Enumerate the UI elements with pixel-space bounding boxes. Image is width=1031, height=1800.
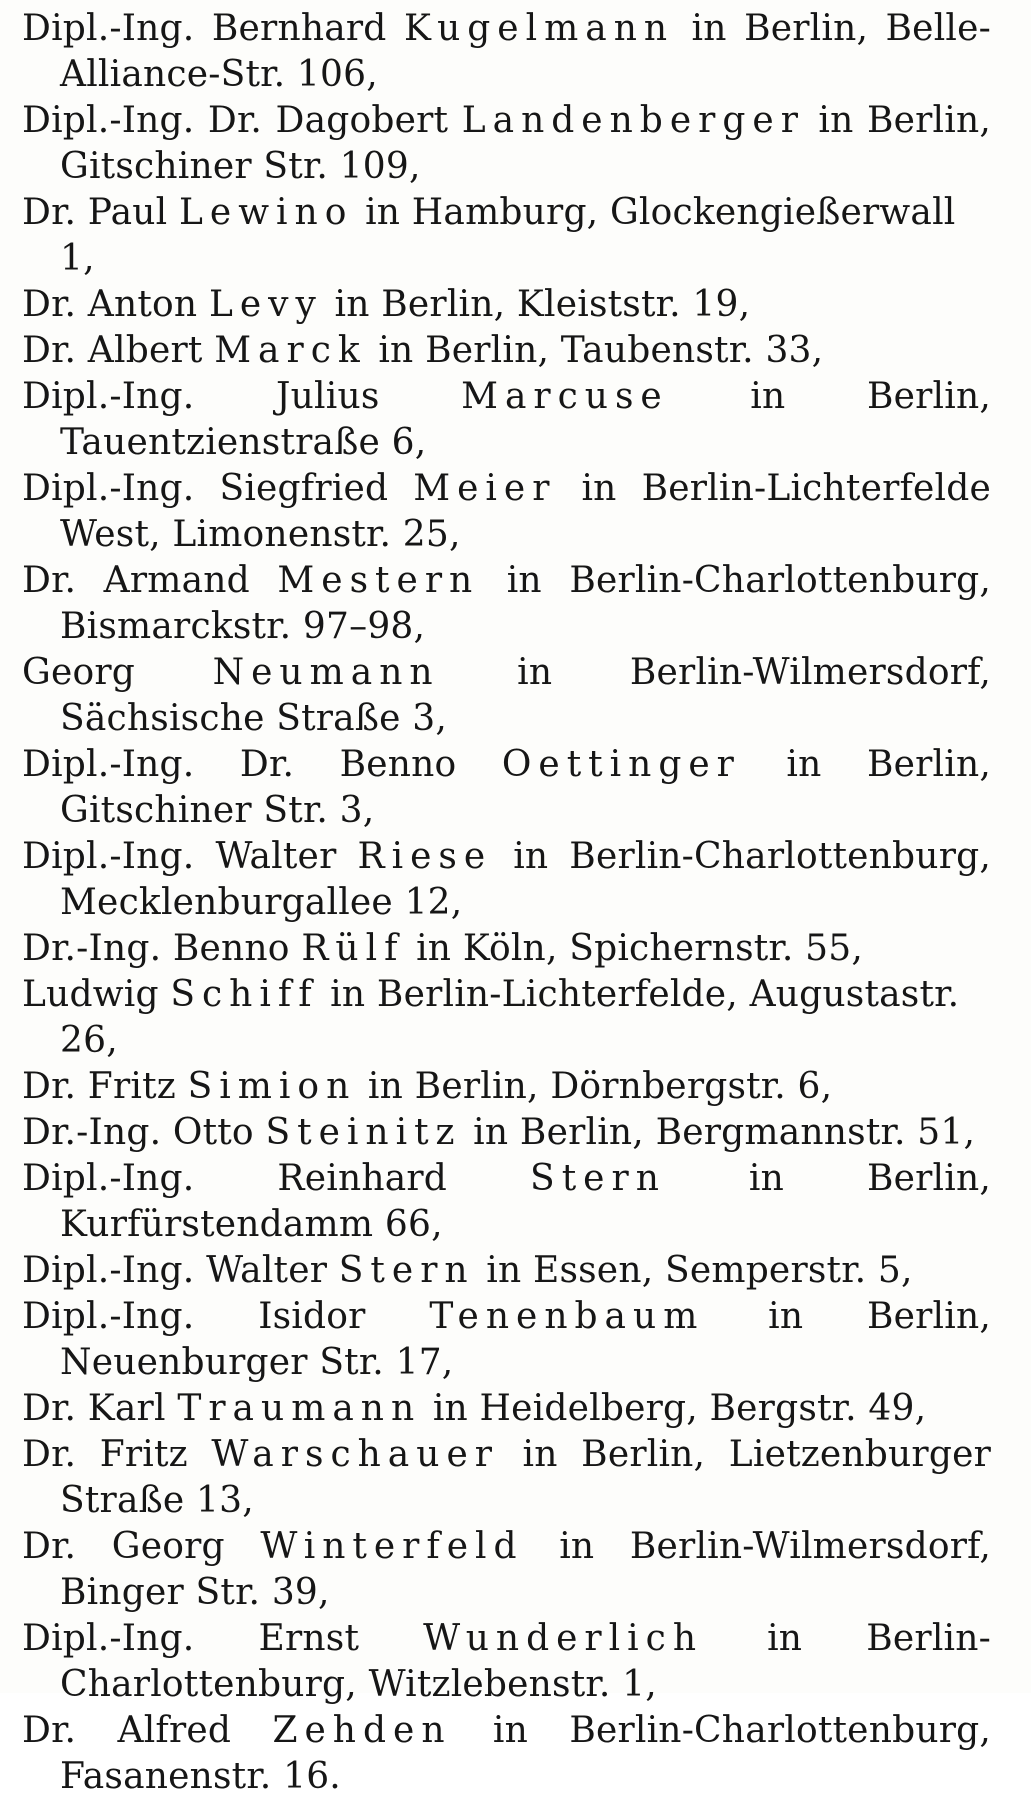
list-entry: Dipl.-Ing. Dr. Dagobert Landenberger in Berlin, Gitschiner Str. 109,	[22, 100, 991, 187]
list-entry: Dipl.-Ing. Julius Marcuse in Berlin, Tauentzienstraße 6,	[22, 376, 991, 463]
surname: Lewino	[179, 192, 354, 233]
list-entry: Dr.-Ing. Otto Steinitz in Berlin, Bergmannstr. 51,	[22, 1112, 976, 1153]
surname: Simion	[187, 1066, 357, 1107]
list-entry: Dipl.-Ing. Isidor Tenenbaum in Berlin, Neuenburger Str. 17,	[22, 1296, 991, 1383]
list-entry: Dipl.-Ing. Siegfried Meier in Berlin-Lichterfelde West, Limonenstr. 25,	[22, 468, 991, 555]
surname: Marcuse	[461, 376, 669, 417]
surname: Neumann	[212, 652, 440, 693]
list-entry: Dipl.-Ing. Dr. Benno Oettinger in Berlin, Gitschiner Str. 3,	[22, 744, 991, 831]
surname: Steinitz	[265, 1112, 462, 1153]
list-entry: Dipl.-Ing. Walter Riese in Berlin-Charlottenburg, Mecklenburgallee 12,	[22, 836, 991, 923]
surname: Marck	[214, 330, 367, 371]
surname: Oettinger	[501, 744, 741, 785]
list-entry: Dr. Armand Mestern in Berlin-Charlottenburg, Bismarckstr. 97–98,	[22, 560, 992, 647]
surname: Riese	[357, 836, 493, 877]
list-entry: Dr. Paul Lewino in Hamburg, Glockengießerwall 1,	[22, 192, 956, 279]
surname: Wunderlich	[423, 1618, 704, 1659]
list-entry: Dr. Karl Traumann in Heidelberg, Bergstr. 49,	[22, 1388, 927, 1429]
surname: Zehden	[272, 1710, 452, 1751]
surname: Meier	[413, 468, 557, 509]
surname: Warschauer	[211, 1434, 499, 1475]
surname: Kugelmann	[403, 8, 675, 49]
list-entry: Dr. Fritz Warschauer in Berlin, Lietzenburger Straße 13,	[22, 1434, 991, 1521]
surname: Tenenbaum	[429, 1296, 705, 1337]
list-entry: Dr. Anton Levy in Berlin, Kleiststr. 19,	[22, 284, 751, 325]
surname: Winterfeld	[260, 1526, 524, 1567]
list-entry: Dr. Alfred Zehden in Berlin-Charlottenburg, Fasanenstr. 16.	[22, 1710, 992, 1797]
list-entry: Dipl.-Ing. Bernhard Kugelmann in Berlin, Belle-Alliance-Str. 106,	[22, 8, 991, 95]
surname: Stern	[530, 1158, 666, 1199]
surname: Schiff	[170, 974, 319, 1015]
list-entry: Dr. Albert Marck in Berlin, Taubenstr. 33,	[22, 330, 824, 371]
list-entry: Dipl.-Ing. Reinhard Stern in Berlin, Kurfürstendamm 66,	[22, 1158, 991, 1245]
list-entry: Dr. Fritz Simion in Berlin, Dörnbergstr. 6,	[22, 1066, 833, 1107]
list-entry: Dr. Georg Winterfeld in Berlin-Wilmersdorf, Binger Str. 39,	[22, 1526, 991, 1613]
list-entry: Dr.-Ing. Benno Rülf in Köln, Spichernstr. 55,	[22, 928, 864, 969]
list-entry: Georg Neumann in Berlin-Wilmersdorf, Sächsische Straße 3,	[22, 652, 992, 739]
surname: Rülf	[301, 928, 405, 969]
surname: Landenberger	[461, 100, 805, 141]
surname: Levy	[208, 284, 323, 325]
surname: Stern	[338, 1250, 475, 1291]
list-entry: Dipl.-Ing. Walter Stern in Essen, Semperstr. 5,	[22, 1250, 913, 1291]
list-entry: Ludwig Schiff in Berlin-Lichterfelde, Augustastr. 26,	[22, 974, 960, 1061]
list-entry: Dipl.-Ing. Ernst Wunderlich in Berlin-Charlottenburg, Witzlebenstr. 1,	[22, 1618, 991, 1705]
surname: Traumann	[177, 1388, 422, 1429]
surname: Mestern	[277, 560, 480, 601]
